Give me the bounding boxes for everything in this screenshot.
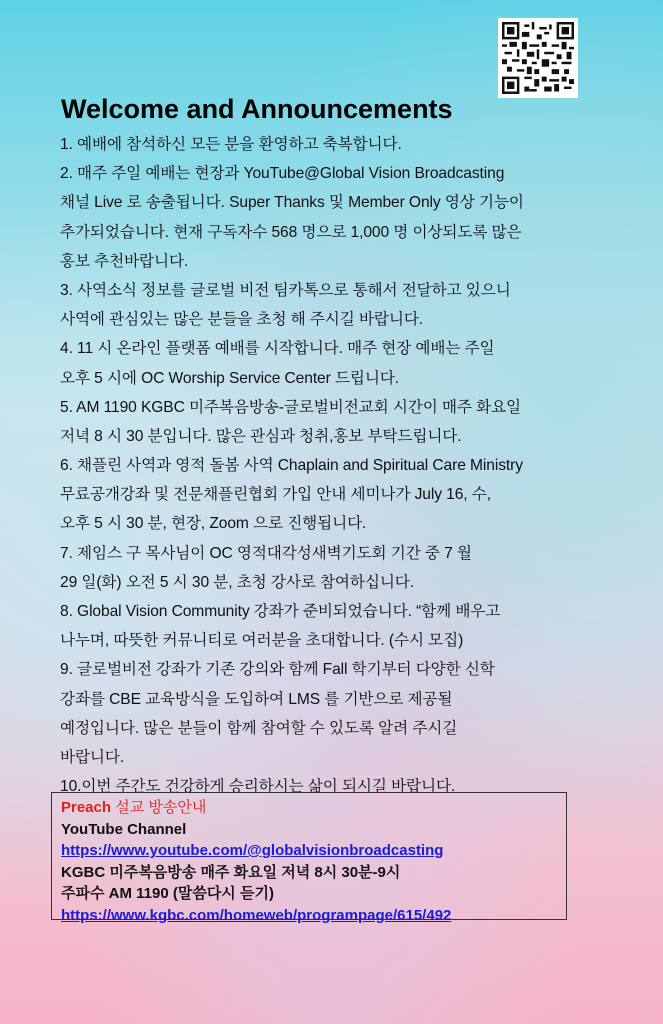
announcement-line: 3. 사역소식 정보를 글로벌 비전 팀카톡으로 통해서 전달하고 있으니 — [60, 281, 511, 299]
announcement-line: 8. Global Vision Community 강좌가 준비되었습니다. “함께 배우고 — [60, 603, 501, 620]
announcement-line: 무료공개강좌 및 전문채플린협회 가입 안내 세미나가 July 16, 수, — [60, 486, 491, 504]
announcement-line: 오후 5 시에 OC Worship Service Center 드립니다. — [60, 369, 400, 387]
announcement-line: 9. 글로벌비전 강좌가 기존 강의와 함께 Fall 학기부터 다양한 신학 — [60, 661, 495, 679]
preach-label: Preach — [61, 799, 112, 816]
qr-code-icon — [502, 22, 574, 94]
page-title: Welcome and Announcements — [61, 94, 453, 124]
broadcast-info-box — [51, 792, 567, 924]
announcement-line: 나누며, 따뜻한 커뮤니티로 여러분을 초대합니다. (수시 모집) — [60, 632, 464, 650]
frequency-line: 주파수 AM 1190 (말씀다시 듣기) — [61, 885, 274, 902]
announcement-line: 사역에 관심있는 많은 분들을 초청 해 주시길 바랍니다. — [60, 311, 424, 329]
qr-code — [498, 18, 578, 98]
announcement-list — [60, 130, 605, 801]
kgbc-link[interactable]: https://www.kgbc.com/homeweb/programpage/615/492 — [61, 906, 452, 924]
preach-heading — [61, 797, 566, 819]
announcement-line: 7. 제임스 구 목사님이 OC 영적대각성새벽기도회 기간 중 7 월 — [60, 544, 472, 562]
kgbc-schedule: KGBC 미주복음방송 매주 화요일 저녁 8시 30분-9시 — [61, 863, 401, 881]
announcement-line: 추가되었습니다. 현재 구독자수 568 명으로 1,000 명 이상되도록 많은 — [60, 223, 522, 241]
announcement-line: 예정입니다. 많은 분들이 함께 참여할 수 있도록 알려 주시길 — [60, 719, 458, 737]
announcement-line: 29 일(화) 오전 5 시 30 분, 초청 강사로 참여하십니다. — [60, 573, 414, 591]
announcement-line: 홍보 추천바랍니다. — [60, 252, 189, 270]
announcement-line: 5. AM 1190 KGBC 미주복음방송-글로벌비전교회 시간이 매주 화요일 — [60, 398, 522, 416]
announcement-line: 6. 채플린 사역과 영적 돌봄 사역 Chaplain and Spiritual Care Ministry — [60, 457, 523, 475]
announcement-line: 강좌를 CBE 교육방식을 도입하여 LMS 를 기반으로 제공될 — [60, 690, 453, 708]
announcement-line: 바랍니다. — [60, 748, 125, 766]
announcement-line: 채널 Live 로 송출됩니다. Super Thanks 및 Member Only 영상 기능이 — [60, 194, 524, 212]
announcement-line: 저녁 8 시 30 분입니다. 많은 관심과 청취,홍보 부탁드립니다. — [60, 427, 462, 445]
announcement-line: 오후 5 시 30 분, 현장, Zoom 으로 진행됩니다. — [60, 515, 367, 533]
announcement-line: 1. 예배에 참석하신 모든 분을 환영하고 축복합니다. — [60, 136, 402, 153]
preach-subtitle: 설교 방송안내 — [115, 799, 207, 816]
announcement-line: 2. 매주 주일 예배는 현장과 YouTube@Global Vision Broadcasting — [60, 165, 505, 183]
announcement-line: 4. 11 시 온라인 플랫폼 예배를 시작합니다. 매주 현장 예배는 주일 — [60, 340, 495, 358]
youtube-label: YouTube Channel — [61, 820, 187, 838]
announcement-line: 10.이번 주간도 건강하게 승리하시는 삶이 되시길 바랍니다. — [60, 778, 456, 796]
youtube-link[interactable]: https://www.youtube.com/@globalvisionbroadcasting — [61, 842, 444, 859]
